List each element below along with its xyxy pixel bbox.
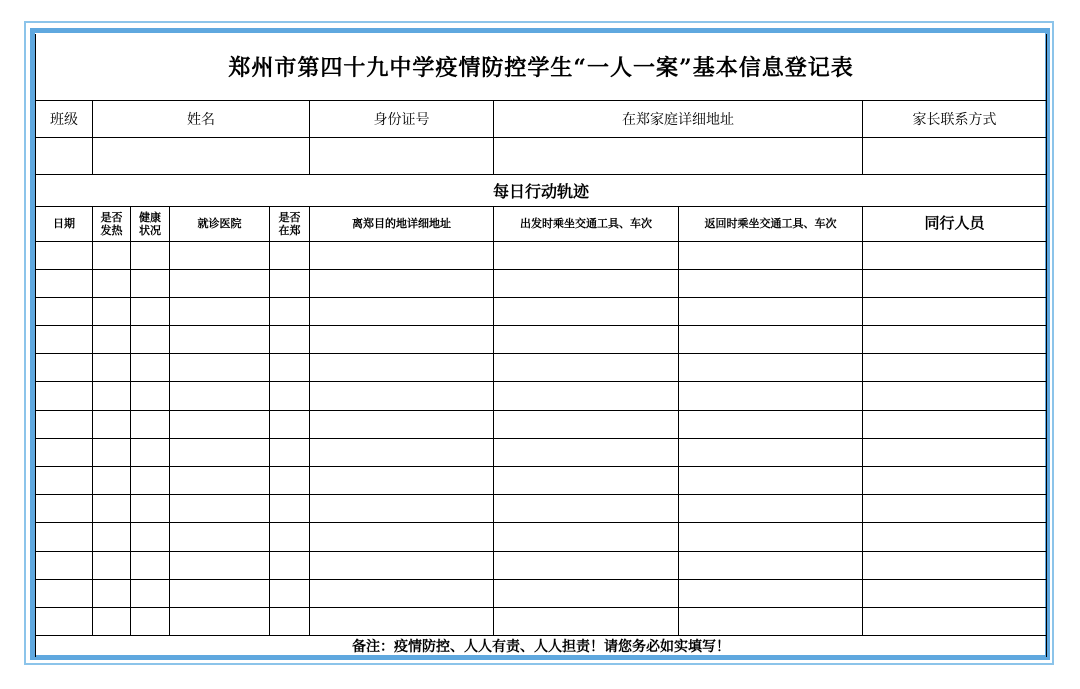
table-cell[interactable] <box>863 410 1047 438</box>
table-row <box>36 495 1047 523</box>
table-row <box>36 382 1047 410</box>
table-row <box>36 297 1047 325</box>
table-cell[interactable] <box>863 354 1047 382</box>
table-cell[interactable] <box>679 523 863 551</box>
header-return-transport: 返回时乘坐交通工具、车次 <box>679 206 863 241</box>
table-cell[interactable] <box>310 326 494 354</box>
table-cell[interactable] <box>679 410 863 438</box>
table-cell[interactable] <box>863 297 1047 325</box>
table-row <box>36 579 1047 607</box>
table-cell[interactable] <box>170 241 270 269</box>
field-name[interactable] <box>93 137 310 174</box>
table-cell[interactable] <box>863 382 1047 410</box>
table-row <box>36 551 1047 579</box>
table-cell[interactable] <box>494 523 679 551</box>
table-cell[interactable] <box>270 579 310 607</box>
table-cell[interactable] <box>170 607 270 635</box>
header-destination: 离郑目的地详细地址 <box>310 206 494 241</box>
table-cell[interactable] <box>131 326 170 354</box>
table-cell[interactable] <box>863 607 1047 635</box>
table-cell[interactable] <box>679 382 863 410</box>
table-cell[interactable] <box>170 438 270 466</box>
table-cell[interactable] <box>270 297 310 325</box>
table-row <box>36 269 1047 297</box>
table-cell[interactable] <box>170 523 270 551</box>
table-cell[interactable] <box>131 523 170 551</box>
table-cell[interactable] <box>679 495 863 523</box>
table-cell[interactable] <box>131 579 170 607</box>
table-cell[interactable] <box>93 410 131 438</box>
table-cell[interactable] <box>270 551 310 579</box>
table-cell[interactable] <box>270 607 310 635</box>
table-cell[interactable] <box>131 410 170 438</box>
table-cell[interactable] <box>170 354 270 382</box>
table-cell[interactable] <box>36 354 93 382</box>
field-address[interactable] <box>494 137 863 174</box>
table-cell[interactable] <box>494 241 679 269</box>
table-cell[interactable] <box>36 241 93 269</box>
table-cell[interactable] <box>494 269 679 297</box>
table-row <box>36 410 1047 438</box>
table-cell[interactable] <box>679 467 863 495</box>
table-cell[interactable] <box>93 523 131 551</box>
table-cell[interactable] <box>863 438 1047 466</box>
table-cell[interactable] <box>170 269 270 297</box>
header-address: 在郑家庭详细地址 <box>494 100 863 137</box>
table-cell[interactable] <box>131 467 170 495</box>
table-cell[interactable] <box>310 297 494 325</box>
table-cell[interactable] <box>679 607 863 635</box>
table-cell[interactable] <box>310 495 494 523</box>
table-cell[interactable] <box>863 551 1047 579</box>
table-cell[interactable] <box>36 269 93 297</box>
table-cell[interactable] <box>93 297 131 325</box>
table-cell[interactable] <box>131 297 170 325</box>
table-cell[interactable] <box>679 354 863 382</box>
table-row <box>36 438 1047 466</box>
table-row <box>36 467 1047 495</box>
header-id-number: 身份证号 <box>310 100 494 137</box>
track-rows <box>36 241 1047 636</box>
table-cell[interactable] <box>494 467 679 495</box>
table-cell[interactable] <box>310 607 494 635</box>
registration-form-table <box>35 34 1047 657</box>
table-cell[interactable] <box>494 495 679 523</box>
table-cell[interactable] <box>310 438 494 466</box>
table-cell[interactable] <box>93 241 131 269</box>
table-cell[interactable] <box>93 326 131 354</box>
field-class[interactable] <box>36 137 93 174</box>
table-cell[interactable] <box>270 241 310 269</box>
table-cell[interactable] <box>494 326 679 354</box>
table-cell[interactable] <box>170 297 270 325</box>
table-cell[interactable] <box>494 579 679 607</box>
table-cell[interactable] <box>494 438 679 466</box>
table-cell[interactable] <box>863 523 1047 551</box>
table-cell[interactable] <box>310 410 494 438</box>
table-cell[interactable] <box>93 438 131 466</box>
table-cell[interactable] <box>131 495 170 523</box>
table-cell[interactable] <box>270 269 310 297</box>
table-cell[interactable] <box>863 495 1047 523</box>
table-cell[interactable] <box>494 297 679 325</box>
table-cell[interactable] <box>170 495 270 523</box>
table-row <box>36 354 1047 382</box>
header-class: 班级 <box>36 100 93 137</box>
table-cell[interactable] <box>494 354 679 382</box>
table-cell[interactable] <box>270 382 310 410</box>
header-fever: 是否 发热 <box>93 206 131 241</box>
header-parent-contact: 家长联系方式 <box>863 100 1047 137</box>
table-cell[interactable] <box>36 579 93 607</box>
table-cell[interactable] <box>863 241 1047 269</box>
header-health: 健康 状况 <box>131 206 170 241</box>
table-cell[interactable] <box>36 438 93 466</box>
table-cell[interactable] <box>36 410 93 438</box>
table-cell[interactable] <box>310 241 494 269</box>
table-cell[interactable] <box>679 297 863 325</box>
table-cell[interactable] <box>170 382 270 410</box>
table-cell[interactable] <box>36 607 93 635</box>
table-cell[interactable] <box>93 551 131 579</box>
table-cell[interactable] <box>36 551 93 579</box>
form-title: 郑州市第四十九中学疫情防控学生“一人一案”基本信息登记表 <box>36 34 1047 100</box>
table-cell[interactable] <box>93 607 131 635</box>
table-cell[interactable] <box>131 607 170 635</box>
table-cell[interactable] <box>679 269 863 297</box>
table-cell[interactable] <box>131 438 170 466</box>
header-depart-transport: 出发时乘坐交通工具、车次 <box>494 206 679 241</box>
table-cell[interactable] <box>863 326 1047 354</box>
table-row <box>36 523 1047 551</box>
table-cell[interactable] <box>93 382 131 410</box>
table-cell[interactable] <box>863 269 1047 297</box>
table-cell[interactable] <box>494 382 679 410</box>
table-row <box>36 607 1047 635</box>
table-cell[interactable] <box>170 579 270 607</box>
header-date: 日期 <box>36 206 93 241</box>
table-cell[interactable] <box>679 241 863 269</box>
field-parent-contact[interactable] <box>863 137 1047 174</box>
table-cell[interactable] <box>679 579 863 607</box>
table-cell[interactable] <box>93 354 131 382</box>
table-cell[interactable] <box>270 523 310 551</box>
table-cell[interactable] <box>310 269 494 297</box>
table-cell[interactable] <box>170 551 270 579</box>
table-cell[interactable] <box>863 467 1047 495</box>
table-cell[interactable] <box>93 269 131 297</box>
table-cell[interactable] <box>270 438 310 466</box>
table-cell[interactable] <box>270 410 310 438</box>
table-cell[interactable] <box>131 551 170 579</box>
field-id-number[interactable] <box>310 137 494 174</box>
table-cell[interactable] <box>494 410 679 438</box>
section-title-daily-track: 每日行动轨迹 <box>36 174 1047 206</box>
table-cell[interactable] <box>170 326 270 354</box>
table-cell[interactable] <box>679 326 863 354</box>
table-cell[interactable] <box>36 382 93 410</box>
footer-note: 备注：疫情防控、人人有责、人人担责！请您务必如实填写！ <box>36 636 1047 657</box>
table-cell[interactable] <box>131 241 170 269</box>
header-name: 姓名 <box>93 100 310 137</box>
table-cell[interactable] <box>131 269 170 297</box>
table-cell[interactable] <box>36 326 93 354</box>
table-cell[interactable] <box>36 523 93 551</box>
table-cell[interactable] <box>131 354 170 382</box>
table-cell[interactable] <box>270 354 310 382</box>
table-cell[interactable] <box>494 551 679 579</box>
header-hospital: 就诊医院 <box>170 206 270 241</box>
table-cell[interactable] <box>36 495 93 523</box>
table-row <box>36 241 1047 269</box>
table-cell[interactable] <box>310 467 494 495</box>
table-cell[interactable] <box>93 467 131 495</box>
table-cell[interactable] <box>679 551 863 579</box>
table-cell[interactable] <box>270 495 310 523</box>
table-cell[interactable] <box>170 467 270 495</box>
table-cell[interactable] <box>310 354 494 382</box>
header-companions: 同行人员 <box>863 206 1047 241</box>
header-in-zhengzhou: 是否 在郑 <box>270 206 310 241</box>
table-cell[interactable] <box>310 579 494 607</box>
table-cell[interactable] <box>131 382 170 410</box>
table-cell[interactable] <box>170 410 270 438</box>
table-row <box>36 326 1047 354</box>
table-cell[interactable] <box>310 551 494 579</box>
table-cell[interactable] <box>93 579 131 607</box>
table-cell[interactable] <box>310 382 494 410</box>
table-cell[interactable] <box>494 607 679 635</box>
table-cell[interactable] <box>36 467 93 495</box>
table-cell[interactable] <box>270 326 310 354</box>
table-cell[interactable] <box>863 579 1047 607</box>
table-cell[interactable] <box>270 467 310 495</box>
table-cell[interactable] <box>36 297 93 325</box>
table-cell[interactable] <box>679 438 863 466</box>
table-cell[interactable] <box>93 495 131 523</box>
table-cell[interactable] <box>310 523 494 551</box>
